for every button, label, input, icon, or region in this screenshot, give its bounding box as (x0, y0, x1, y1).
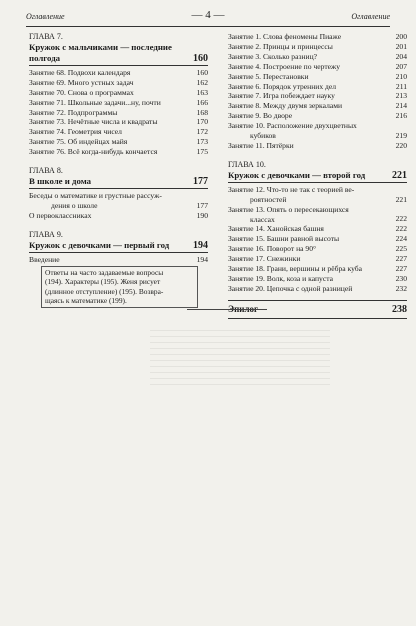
entry-page: 232 (395, 283, 407, 293)
toc-entry[interactable] (29, 255, 208, 265)
chapter-label: ГЛАВА 9. (29, 229, 63, 239)
chapter-title (29, 240, 208, 253)
chapter-page: 194 (193, 239, 208, 251)
entry-label: Занятие 15. Башни равной высоты (228, 234, 340, 244)
toc-entry[interactable] (29, 191, 208, 211)
entry-label: Занятие 7. Игра побеждает науку (228, 91, 335, 101)
chapter-label: ГЛАВА 8. (29, 166, 63, 176)
entry-label: Занятие 19. Волк, коза и капуста (228, 273, 333, 283)
chapter-title (228, 170, 407, 183)
toc-entry[interactable] (29, 137, 208, 147)
toc-right-column (228, 32, 407, 319)
entry-page: 160 (196, 67, 208, 77)
toc-left-column (29, 32, 208, 308)
entry-page: 207 (395, 61, 407, 71)
entry-page: 220 (395, 140, 407, 150)
entry-page: 230 (395, 273, 407, 283)
entry-label: Занятие 1. Слова феномены Пиаже (228, 32, 342, 41)
toc-entry[interactable] (228, 244, 407, 254)
entry-page: 168 (196, 107, 208, 117)
chapter-entries (228, 185, 407, 294)
entry-page: 211 (395, 81, 407, 91)
chapter-title (29, 176, 208, 189)
entry-page: 213 (395, 91, 407, 101)
entry-label: Введение (29, 254, 60, 264)
entry-label: Занятие 20. Цепочка с одной разницей (228, 283, 353, 293)
toc-entry[interactable] (228, 185, 407, 205)
entry-page: 222 (395, 214, 407, 224)
entry-label: Занятие 2. Принцы и принцессы (228, 41, 333, 51)
epilog-page: 238 (392, 303, 407, 315)
toc-entry[interactable] (228, 62, 407, 72)
entry-page: 225 (395, 244, 407, 254)
entry-page: 170 (196, 117, 208, 127)
entry-label: Занятие 73. Нечётные числа и квадраты (29, 117, 158, 127)
toc-entry[interactable] (228, 42, 407, 52)
entry-page: 200 (395, 32, 407, 41)
toc-entry[interactable] (228, 101, 407, 111)
toc-entry[interactable] (228, 111, 407, 121)
entry-label-line: О первоклассниках (29, 210, 92, 220)
toc-entry[interactable] (29, 127, 208, 137)
toc-entry[interactable] (228, 264, 407, 274)
entry-label-line: Занятие 10. Расположение двухцветных (228, 121, 357, 131)
entry-page: 173 (196, 137, 208, 147)
entry-label: Занятие 11. Пятёрки (228, 140, 294, 150)
entry-page: 163 (196, 87, 208, 97)
chapter-entries (29, 191, 208, 221)
entry-label: Занятие 75. Об индейцах майя (29, 137, 128, 147)
chapter-title-text: В школе и дома (29, 175, 92, 186)
toc-entry[interactable] (228, 91, 407, 101)
toc-entry[interactable] (228, 224, 407, 234)
entry-label: Занятие 69. Много устных задач (29, 77, 134, 87)
entry-label: Занятие 74. Геометрия чисел (29, 127, 122, 137)
toc-entry[interactable] (228, 141, 407, 151)
chapter-label: ГЛАВА 10. (228, 159, 266, 169)
entry-label: Занятие 70. Снова о программах (29, 87, 134, 97)
toc-entry[interactable] (228, 82, 407, 92)
subtopics-line: (длинное отступление) (195). Возвра- (45, 286, 164, 296)
entry-page: 214 (395, 101, 407, 111)
entry-label-line: дения о школе (51, 200, 98, 210)
toc-entry[interactable] (228, 234, 407, 244)
toc-entry[interactable] (29, 98, 208, 108)
entry-page: 227 (395, 254, 407, 264)
chapter-title-text: Кружок с девочками — первый год (29, 239, 170, 250)
entry-label: Занятие 9. Во дворе (228, 111, 293, 121)
entry-label: Занятие 14. Ханойская башня (228, 224, 324, 234)
entry-label-line: Беседы о математике и грустные рассуж- (29, 190, 162, 200)
toc-entry[interactable] (228, 284, 407, 294)
header-right-title: Оглавление (351, 12, 390, 21)
chapter-page: 160 (193, 52, 208, 64)
toc-entry[interactable] (228, 274, 407, 284)
subtopics-line: Ответы на часто задаваемые вопросы (45, 267, 164, 277)
entry-label: Занятие 18. Грани, вершины и рёбра куба (228, 264, 363, 274)
entry-label-line: Занятие 13. Опять о пересекающихся (228, 204, 349, 214)
entry-page: 177 (196, 200, 208, 210)
toc-entry[interactable] (29, 108, 208, 118)
header-left-title: Оглавление (26, 12, 65, 21)
entry-page: 166 (196, 97, 208, 107)
entry-label: Занятие 16. Поворот на 90° (228, 244, 317, 254)
entry-page: 221 (395, 194, 407, 204)
entry-page: 219 (395, 131, 407, 141)
toc-entry[interactable] (29, 68, 208, 78)
subtopics-line: (194). Характеры (195). Женя рисует (45, 277, 161, 287)
toc-entry[interactable] (228, 121, 407, 141)
toc-entry[interactable] (228, 52, 407, 62)
entry-label-line: классах (250, 214, 275, 224)
page-header (26, 10, 390, 24)
toc-entry[interactable] (228, 72, 407, 82)
entry-page: 216 (395, 111, 407, 121)
entry-page: 227 (395, 264, 407, 274)
subtopics-line: щаясь к математике (199). (45, 296, 127, 306)
chapter-title (29, 42, 208, 66)
chapter-page: 221 (392, 169, 407, 181)
entry-page: 201 (395, 41, 407, 51)
entry-page: 204 (395, 51, 407, 61)
entry-label: Занятие 8. Между двумя зеркалами (228, 101, 343, 111)
entry-page: 222 (395, 224, 407, 234)
entry-page: 162 (196, 77, 208, 87)
entry-label: Занятие 76. Всё когда-нибудь кончается (29, 147, 158, 157)
entry-label: Занятие 17. Снежинки (228, 254, 301, 264)
subtopics-box (41, 266, 198, 308)
entry-page: 175 (196, 147, 208, 157)
toc-entry[interactable] (29, 211, 208, 221)
entry-label: Занятие 72. Подпрограммы (29, 107, 118, 117)
entry-label: Занятие 3. Сколько разниц? (228, 51, 318, 61)
chapter-title-text: Кружок с мальчиками — последние полгода (29, 41, 172, 63)
toc-entry[interactable] (29, 147, 208, 157)
toc-entry[interactable] (228, 205, 407, 225)
bleed-through-texture (150, 330, 330, 390)
toc-entry[interactable] (29, 88, 208, 98)
entry-label-line: кубиков (250, 131, 276, 141)
chapter-entries (228, 32, 407, 151)
entry-page: 224 (395, 234, 407, 244)
epilog-label: Эпилог (228, 303, 259, 314)
toc-entry[interactable] (228, 32, 407, 42)
entry-page: 210 (395, 71, 407, 81)
chapter-label: ГЛАВА 7. (29, 32, 63, 41)
section-divider (187, 309, 267, 310)
chapter-entries (29, 68, 208, 157)
entry-label: Занятие 68. Подвохи календаря (29, 67, 131, 77)
entry-label-line: роятностей (250, 194, 287, 204)
entry-label-line: Занятие 12. Что-то не так с теорией ве- (228, 184, 355, 194)
entry-label: Занятие 6. Порядок утренних дел (228, 81, 337, 91)
entry-label: Занятие 71. Школьные задачи...ну, почти (29, 97, 161, 107)
toc-entry[interactable] (29, 117, 208, 127)
toc-entry[interactable] (29, 78, 208, 88)
toc-entry[interactable] (228, 254, 407, 264)
entry-page: 194 (196, 254, 208, 264)
chapter-title-text: Кружок с девочками — второй год (228, 169, 366, 180)
entry-label: Занятие 5. Перестановки (228, 71, 309, 81)
entry-page: 172 (196, 127, 208, 137)
entry-label: Занятие 4. Построение по чертежу (228, 61, 341, 71)
page-number: — 4 — (191, 9, 225, 21)
entry-page: 190 (196, 210, 208, 220)
chapter-page: 177 (193, 175, 208, 187)
header-rule (26, 26, 390, 27)
